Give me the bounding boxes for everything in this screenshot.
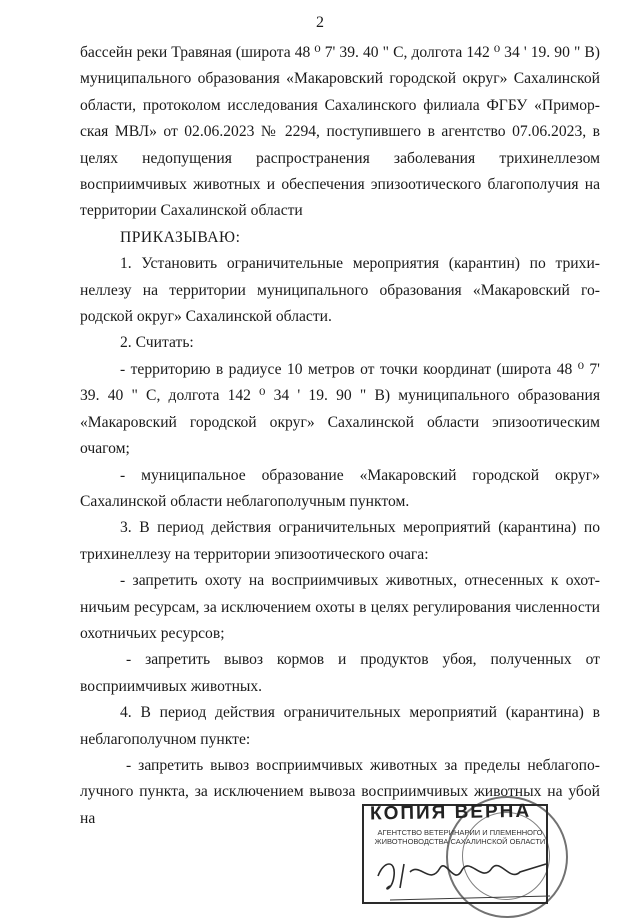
paragraph-item-3-2: - запретить вывоз кормов и продуктов убоя, полученных от восприимчивых животных. [80,651,600,695]
paragraph-item-3: 3. В период действия ограничительных мероприятий (карантина) по трихинеллезу на территории эпизоотического очага: [80,519,600,563]
paragraph-item-4-1: - запретить вывоз восприимчивых животных за пределы неблагопо-лучного пункта, за исключением вывоза восприимчивых животных на убой на [80,756,600,827]
paragraph-item-2-2: - муниципальное образование «Макаровский городской округ» Сахалинской области неблагополучным пунктом. [80,466,600,510]
paragraph-item-3-1: - запретить охоту на восприимчивых животных, отнесенных к охот-ничьим ресурсам, за исключением охоты в целях регулирования численности охотничьих ресурсов; [80,572,600,642]
paragraph-item-2: 2. Считать: [120,334,194,352]
copy-certified-stamp [350,798,600,913]
page-number: 2 [316,14,324,31]
paragraph-item-4: 4. В период действия ограничительных мероприятий (карантина) в неблагополучном пункте: [80,704,600,748]
stamp-organization: АГЕНТСТВО ВЕТЕРИНАРИИ И ПЛЕМЕННОГО ЖИВОТНОВОДСТВА САХАЛИНСКОЙ ОБЛАСТИ [374,828,546,846]
paragraph-preamble: бассейн реки Травяная (широта 48 ⁰ 7' 39. 40 " С, долгота 142 ⁰ 34 ' 19. 90 " В) муниципального образования «Макаровский городской округ» Сахалинской области, протоколом исследования Сахалинского филиала ФГБУ «Примор-ская МВЛ» от 02.06.2023 № 2294, поступившего в агентство 07.06.2023, в целях недопущения распространения заболевания трихинеллезом восприимчивых животных и обеспечения эпизоотического благополучия на территории Сахалинской области [80,44,600,220]
paragraph-item-1: 1. Установить ограничительные мероприятия (карантин) по трихи-неллезу на территории муниципального образования «Макаровский го-родской округ» Сахалинской области. [80,255,600,326]
handwritten-signature [370,846,570,906]
document-body [80,40,600,832]
paragraph-item-2-1: - территорию в радиусе 10 метров от точки координат (широта 48 ⁰ 7' 39. 40 " С, долгота 142 ⁰ 34 ' 19. 90 " В) муниципального образования «Макаровский городской округ» Сахалинской области эпизоотическим очагом; [80,360,600,458]
paragraph-order-heading: ПРИКАЗЫВАЮ: [120,228,241,246]
stamp-title: КОПИЯ ВЕРНА [369,800,532,825]
